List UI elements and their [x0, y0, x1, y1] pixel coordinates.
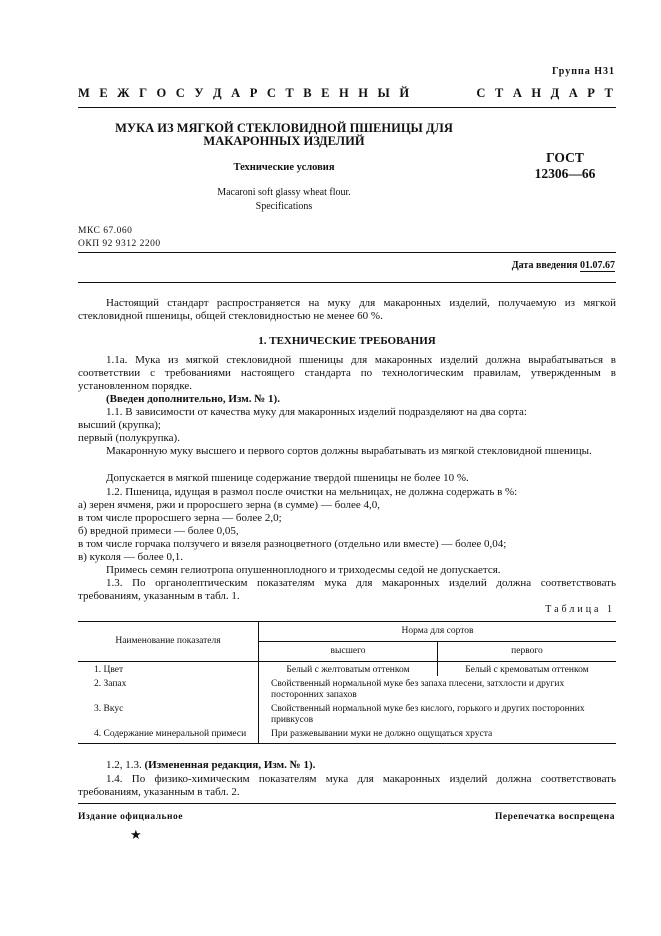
- mks-code: МКС 67.060: [78, 226, 133, 236]
- banner-rule: [78, 107, 616, 108]
- intro-paragraph: Настоящий стандарт распространяется на муку для макаронных изделий, получаемую из мягкой стекловидной пшеницы, общей стекловидностью не менее 60 %.: [78, 297, 616, 322]
- banner-left: М Е Ж Г О С У Д А Р С Т В Е Н Н Ы Й: [78, 86, 413, 100]
- table-row: [78, 676, 616, 701]
- para-hard-wheat: Допускается в мягкой пшенице содержание твердой пшеницы не более 10 %.: [106, 472, 469, 484]
- table-row: [78, 662, 616, 677]
- sort-first: первый (полукрупка).: [78, 432, 180, 444]
- okp-code: ОКП 92 9312 2200: [78, 239, 161, 249]
- row-name: 2. Запах: [78, 676, 259, 701]
- interstate-standard-banner: [78, 86, 616, 101]
- para-1-1a: 1.1а. Мука из мягкой стекловидной пшеницы для макаронных изделий должна вырабатываться в соответствии с требованиями настоящего стандарта по технологическим правилам, утвержденным в установленном порядке.: [78, 354, 616, 392]
- row-merged: Свойственный нормальной муке без запаха плесени, затхлости и других посторонних запахов: [271, 679, 565, 700]
- para-1-2-a: а) зерен ячменя, ржи и проросшего зерна (в сумме) — более 4,0,: [78, 499, 381, 511]
- date-rule: [78, 282, 616, 283]
- effective-date-label: Дата введения: [511, 260, 578, 271]
- classification-codes: [78, 225, 161, 251]
- para-ref: 1.2, 1.3.: [106, 759, 142, 771]
- row-name: 3. Вкус: [78, 701, 259, 726]
- para-1-2-b: б) вредной примеси — более 0,05,: [78, 525, 239, 537]
- gost-label: ГОСТ: [546, 150, 584, 165]
- col-header-first: первого: [438, 642, 617, 662]
- banner-right: С Т А Н Д А Р Т: [476, 86, 616, 100]
- table-caption: Таблица 1: [545, 604, 615, 615]
- para-1-2-1-3-change: [78, 759, 616, 772]
- reprint-notice: Перепечатка воспрещена: [494, 812, 615, 822]
- table-row: [78, 701, 616, 726]
- gost-code: 12306—66: [534, 166, 596, 181]
- section-title: 1. ТЕХНИЧЕСКИЕ ТРЕБОВАНИЯ: [258, 335, 436, 347]
- para-1-2-d: Примесь семян гелиотропа опушенноплодного и триходесмы седой не допускается.: [106, 564, 501, 576]
- para-1-2-c: в) куколя — более 0,1.: [78, 551, 183, 563]
- para-make: Макаронную муку высшего и первого сортов должны вырабатывать из мягкой стекловидной пшеницы.: [106, 445, 592, 457]
- document-subtitle: Технические условия: [233, 162, 335, 173]
- star-icon: ★: [130, 827, 142, 842]
- col-header-norm: Норма для сортов: [259, 622, 617, 642]
- row-name: 1. Цвет: [78, 662, 259, 677]
- col-header-high: высшего: [259, 642, 438, 662]
- edition-label: Издание официальное: [78, 812, 184, 822]
- row-merged: Свойственный нормальной муке без кислого, горького и других посторонних привкусов: [271, 704, 585, 725]
- row-high: Белый с желтоватым оттенком: [259, 662, 438, 677]
- row-first: Белый с кремоватым оттенком: [465, 665, 589, 675]
- document-title: [78, 122, 490, 148]
- table-row: [78, 726, 616, 744]
- table-1: [78, 621, 616, 744]
- row-name: 4. Содержание минеральной примеси: [78, 726, 259, 744]
- group-code: Группа Н31: [552, 66, 615, 77]
- english-title-line-1: Macaroni soft glassy wheat flour.: [217, 187, 351, 198]
- para-1-1a-note: (Введен дополнительно, Изм. № 1).: [106, 393, 280, 405]
- gost-number: [520, 150, 610, 182]
- title-line-1: МУКА ИЗ МЯГКОЙ СТЕКЛОВИДНОЙ ПШЕНИЦЫ ДЛЯ: [115, 121, 453, 135]
- english-title: [78, 186, 490, 214]
- sort-high: высший (крупка);: [78, 419, 161, 431]
- effective-date-value: 01.07.67: [580, 260, 615, 271]
- footer-rule: [78, 803, 616, 804]
- para-1-1: 1.1. В зависимости от качества муку для макаронных изделий подразделяют на два сорта:: [106, 406, 527, 418]
- para-1-4: 1.4. По физико-химическим показателям мука для макаронных изделий должна соответствовать требованиям, указанным в табл. 2.: [78, 773, 616, 798]
- para-1-2-b2: в том числе горчака ползучего и вязеля разноцветного (отдельно или вместе) — более 0,04;: [78, 538, 507, 550]
- header-rule: [78, 252, 616, 253]
- row-merged: При разжевывании муки не должно ощущаться хруста: [271, 729, 493, 739]
- para-1-3: 1.3. По органолептическим показателям мука для макаронных изделий должна соответствовать требованиям, указанным в табл. 1.: [78, 577, 616, 602]
- para-1-2-a2: в том числе проросшего зерна — более 2,0;: [78, 512, 282, 524]
- english-title-line-2: Specifications: [255, 201, 313, 212]
- col-header-name: Наименование показателя: [78, 622, 259, 662]
- para-1-2: 1.2. Пшеница, идущая в размол после очистки на мельницах, не должна содержать в %:: [106, 486, 518, 498]
- title-line-2: МАКАРОННЫХ ИЗДЕЛИЙ: [203, 134, 365, 148]
- effective-date: [512, 260, 615, 271]
- para-change-note: (Измененная редакция, Изм. № 1).: [144, 759, 316, 771]
